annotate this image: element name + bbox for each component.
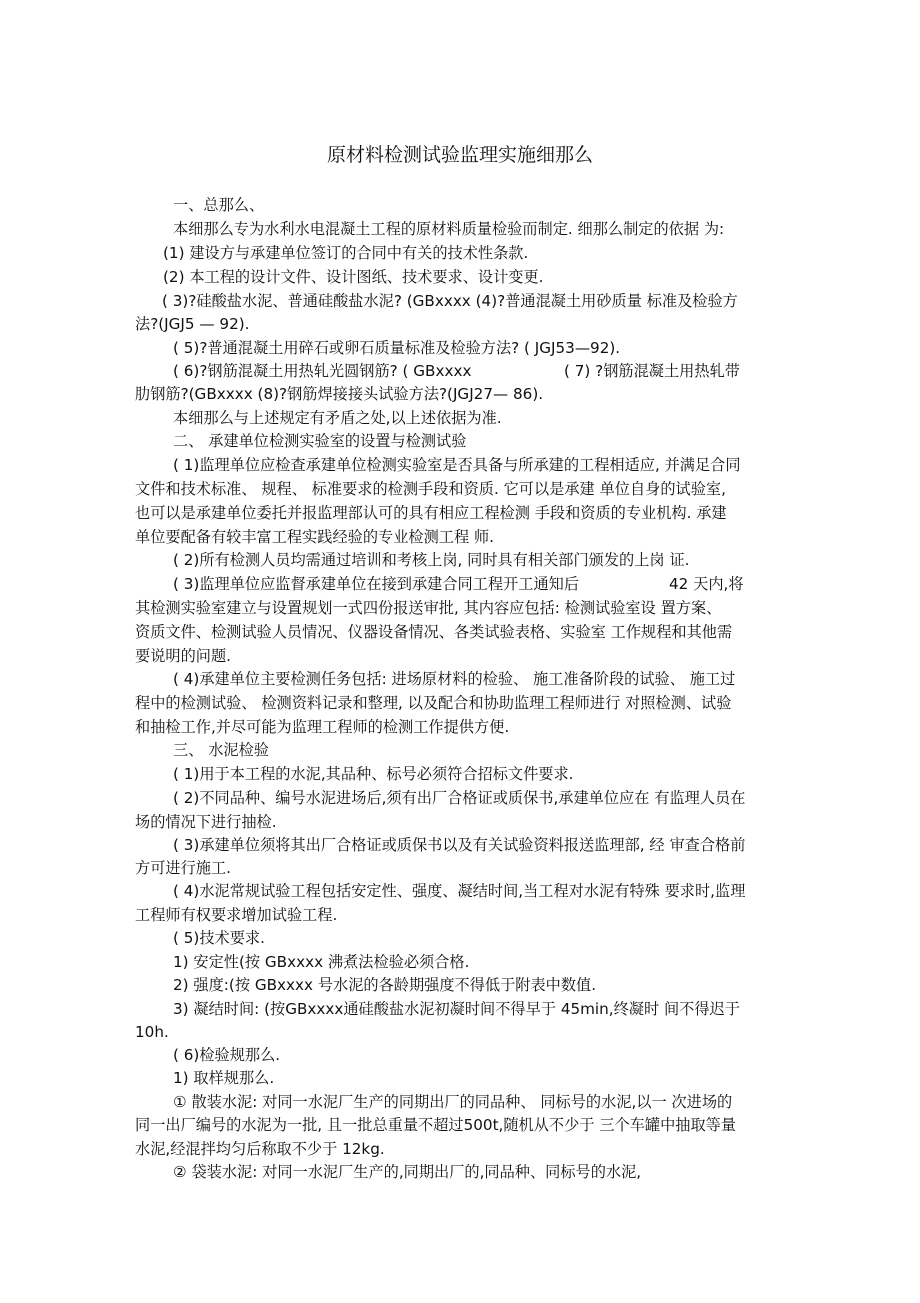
text-line: 本细那么专为水利水电混凝土工程的原材料质量检验而制定. 细那么制定的依据 为: (173, 220, 725, 238)
section-heading: 三、 水泥检验 (173, 741, 269, 759)
text-line: 其检测实验室建立与设置规划一式四份报送审批, 其内容应包括: 检测试验室设 置方案、 (135, 599, 722, 617)
text-line: ① 散装水泥: 对同一水泥厂生产的同期出厂的同品种、 同标号的水泥,以一 次进场的 (173, 1093, 733, 1111)
text-line: 程中的检测试验、 检测资料记录和整理, 以及配合和协助监理工程师进行 对照检测、试验 (135, 694, 732, 712)
text-line: 单位要配备有较丰富工程实践经验的专业检测工程 师. (135, 528, 494, 546)
text-line: 本细那么与上述规定有矛盾之处,以上述依据为准. (173, 409, 502, 427)
text-line: (2) 本工程的设计文件、设计图纸、技术要求、设计变更. (163, 268, 544, 286)
text-line: ( 2)所有检测人员均需通过培训和考核上岗, 同时具有相关部门颁发的上岗 证. (173, 551, 690, 569)
text-line: 法?(JGJ5 — 92). (135, 315, 250, 333)
section-heading: 二、 承建单位检测实验室的设置与检测试验 (173, 432, 467, 450)
text-line: 方可进行施工. (135, 859, 231, 877)
text-line: ( 5)?普通混凝土用碎石或卵石质量标准及检验方法? ( JGJ53—92). (173, 339, 621, 357)
text-line: 肋钢筋?(GBxxxx (8)?钢筋焊接接头试验方法?(JGJ27— 86). (135, 385, 544, 403)
text-line: ( 6)?钢筋混凝土用热轧光圆钢筋? ( GBxxxx (173, 362, 472, 380)
text-line: ( 3)?硅酸盐水泥、普通硅酸盐水泥? (GBxxxx (4)?普通混凝土用砂质量 标准及检验方 (162, 292, 738, 310)
text-line: ( 4)水泥常规试验工程包括安定性、强度、凝结时间,当工程对水泥有特殊 要求时,监理 (173, 882, 746, 900)
text-line: 同一出厂编号的水泥为一批, 且一批总重量不超过500t,随机从不少于 三个车罐中抽取等量 (135, 1116, 737, 1134)
text-line: 要说明的问题. (135, 647, 231, 665)
text-line: 也可以是承建单位委托并报监理部认可的具有相应工程检测 手段和资质的专业机构. 承建 (135, 504, 727, 522)
text-line: 水泥,经混拌均匀后称取不少于 12kg. (135, 1140, 385, 1158)
text-line: 资质文件、检测试验人员情况、仪器设备情况、各类试验表格、实验室 工作规程和其他需 (135, 623, 733, 641)
text-line: 1) 安定性(按 GBxxxx 沸煮法检验必须合格. (173, 953, 470, 971)
text-line: 2) 强度:(按 GBxxxx 号水泥的各龄期强度不得低于附表中数值. (173, 976, 597, 994)
text-line: 和抽检工作,并尽可能为监理工程师的检测工作提供方便. (135, 718, 510, 736)
text-line: 42 天内,将 (669, 575, 744, 593)
text-line: ( 3)承建单位须将其出厂合格证或质保书以及有关试验资料报送监理部, 经 审查合格前 (173, 836, 746, 854)
text-line: ② 袋装水泥: 对同一水泥厂生产的,同期出厂的,同品种、同标号的水泥, (173, 1163, 642, 1181)
text-line: ( 4)承建单位主要检测任务包括: 进场原材料的检验、 施工准备阶段的试验、 施工过 (173, 670, 736, 688)
text-line: ( 7) ?钢筋混凝土用热轧带 (564, 362, 740, 380)
text-line: ( 1)监理单位应检查承建单位检测实验室是否具备与所承建的工程相适应, 并满足合同 (173, 456, 741, 474)
document-title: 原材料检测试验监理实施细那么 (326, 144, 593, 166)
text-line: 一、总那么、 (173, 196, 265, 214)
text-line: ( 5)技术要求. (173, 929, 265, 947)
text-line: ( 2)不同品种、编号水泥进场后,须有出厂合格证或质保书,承建单位应在 有监理人员在 (173, 789, 746, 807)
text-line: ( 3)监理单位应监督承建单位在接到承建合同工程开工通知后 (173, 575, 580, 593)
text-line: 3) 凝结时间: (按GBxxxx通硅酸盐水泥初凝时间不得早于 45min,终凝时 间不得迟于 (173, 1000, 740, 1018)
text-line: 10h. (135, 1023, 169, 1041)
text-line: 1) 取样规那么. (173, 1069, 275, 1087)
text-line: 工程师有权要求增加试验工程. (135, 906, 338, 924)
text-line: 场的情况下进行抽检. (135, 813, 277, 831)
text-line: ( 1)用于本工程的水泥,其品种、标号必须符合招标文件要求. (173, 765, 574, 783)
text-line: ( 6)检验规那么. (173, 1046, 281, 1064)
text-line: 文件和技术标准、 规程、 标准要求的检测手段和资质. 它可以是承建 单位自身的试验室, (135, 480, 726, 498)
text-line: (1) 建设方与承建单位签订的合同中有关的技术性条款. (163, 244, 529, 262)
